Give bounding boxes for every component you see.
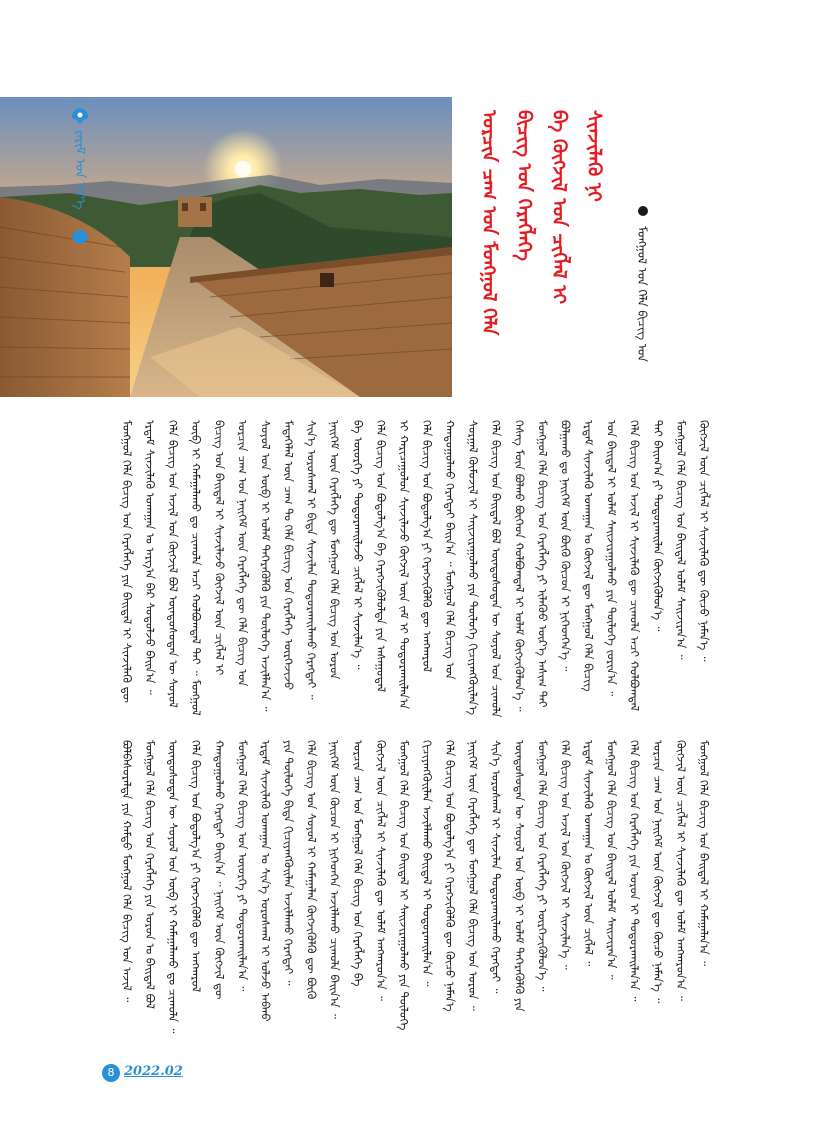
- mongolian-ornament-icon: [66, 106, 94, 128]
- text-column: ᠡᠷᠳᠡᠮ ᠰᠢᠨᠵᠢᠯᠡᠬᠦ ᠤᠬᠠᠭᠠᠨ ᠤ ᠬᠥᠭᠵᠢᠯ ᠳᠦ ᠮᠤᠩᠭᠤᠯ ᠬᠡᠯᠡ ᠪᠢᠴᠢᠭ: [581, 420, 596, 692]
- article-title: [474, 110, 614, 380]
- text-column: ᠥᠪ ᠢ ᠬᠠᠮᠠᠭᠠᠯᠠᠬᠤ ᠳᠤ ᠴᠢᠬᠤᠯᠠ ᠠᠴᠢ ᠬᠣᠯᠪᠣᠭᠳᠠᠯ ᠲᠠᠢ ᠃ ᠮᠤᠩᠭᠤᠯ: [189, 420, 204, 716]
- text-column: ᠮᠤᠩᠭᠤᠯ ᠬᠡᠯᠡ ᠪᠢᠴᠢᠭ ᠤᠨ ᠪᠠᠢᠳᠠᠯ ᠤᠯᠠᠮ ᠰᠠᠢᠵᠢᠷᠠᠨ᠎ᠠ ᠃: [673, 420, 688, 660]
- text-column: ᠦᠨᠳᠦᠰᠦᠲᠡᠨ ᠦ ᠰᠣᠶᠣᠯ ᠤᠨ ᠥᠪ ᠢ ᠤᠯᠠᠮ ᠳᠡᠭᠡᠷᠡᠭᠦᠯᠬᠦ ᠶᠢᠨ: [512, 740, 527, 1012]
- text-column: ᠶᠢᠨ ᠲᠥᠯᠦᠭᠡ ᠪᠢᠳᠡ ᠬᠢᠴᠢᠶᠡᠩᠭᠦᠢᠯᠡᠨ ᠠᠵᠢᠯᠯᠠᠬᠤ ᠬᠡᠷᠡᠭᠲᠡᠢ ᠃: [281, 740, 296, 986]
- text-column: ᠮᠤᠩᠭᠤᠯ ᠬᠡᠯᠡ ᠪᠢᠴᠢᠭ ᠤᠨ ᠬᠡᠷᠡᠭᠯᠡᠭᠡ ᠶᠢ ᠥᠷᠭᠡᠵᠢᠭᠦᠯᠦᠨ᠎ᠡ ᠃: [535, 740, 550, 992]
- text-column: ᠮᠤᠩᠭᠤᠯ ᠬᠡᠯᠡ ᠪᠢᠴᠢᠭ ᠤᠨ ᠪᠠᠢᠳᠠᠯ ᠢ ᠬᠠᠮᠠᠭᠠᠯᠠᠨ᠎ᠠ ᠃: [696, 740, 711, 966]
- text-column: ᠬᠡᠯᠡ ᠪᠢᠴᠢᠭ ᠤᠨ ᠪᠣᠳᠣᠯᠭ᠎ᠠ ᠶᠢ ᠬᠡᠷᠡᠭᠵᠢᠭᠦᠯᠬᠦ ᠳᠦ ᠠᠨᠭᠬᠠᠷᠤᠯ: [189, 740, 204, 993]
- text-column: ᠮᠡᠳᠡᠭᠡᠯᠡᠯ ᠦᠨ ᠴᠠᠭ ᠲᠤ ᠬᠡᠯᠡ ᠪᠢᠴᠢᠭ ᠤᠨ ᠬᠡᠷᠡᠭᠯᠡᠭᠡ ᠥᠷᠭᠡᠵᠢᠵᠦ: [281, 420, 296, 691]
- text-column: ᠨᠡᠢᠭᠡᠮ ᠦᠨ ᠬᠡᠷᠡᠭᠯᠡᠭᠡ ᠳᠦ ᠮᠤᠩᠭᠤᠯ ᠬᠡᠯᠡ ᠪᠢᠴᠢᠭ ᠤᠨ ᠣᠷᠣᠨ: [327, 420, 342, 680]
- text-column: ᠲᠠᠢ ᠪᠠᠢᠭ᠎ᠠ ᠶᠢ ᠲᠣᠳᠣᠷᠬᠠᠢᠯᠠᠨ ᠬᠥᠭᠵᠢᠭᠦᠯᠦᠨ᠎ᠡ ᠃: [650, 420, 665, 632]
- text-column: ᠬᠥᠭᠵᠢᠯ ᠦᠨ ᠴᠢᠭᠯᠡᠯ ᠢ ᠰᠢᠨᠵᠢᠯᠡᠬᠦ ᠳᠦ ᠤᠯᠠᠮ ᠠᠨᠭᠬᠠᠷᠤᠨ᠎ᠠ ᠃: [673, 740, 688, 1001]
- text-column: ᠬᠥᠭᠵᠢᠯ ᠦᠨ ᠴᠢᠭᠯᠡᠯ ᠢ ᠰᠢᠨᠵᠢᠯᠡᠬᠦ ᠳᠦ ᠤᠯᠠᠮ ᠠᠨᠭᠬᠠᠷᠤᠨ᠎ᠠ ᠃: [373, 740, 388, 1001]
- text-column: ᠨᠡᠢᠭᠡᠮ ᠦᠨ ᠬᠦᠴᠦᠨ ᠢ ᠨᠢᠭᠡᠳᠬᠡᠨ ᠠᠵᠢᠯᠯᠠᠬᠤ ᠴᠢᠬᠤᠯᠠ ᠪᠠᠢᠨ᠎ᠠ ᠃: [327, 740, 342, 1019]
- body-text-upper: [118, 420, 718, 720]
- section-tag: [66, 106, 94, 246]
- text-column: ᠮᠤᠩᠭᠤᠯ ᠬᠡᠯᠡ ᠪᠢᠴᠢᠭ ᠤᠨ ᠪᠠᠢᠳᠠᠯ ᠢ ᠰᠠᠢᠵᠢᠷᠠᠭᠤᠯᠬᠤ ᠶᠢᠨ ᠲᠥᠯᠦᠭᠡ: [396, 740, 411, 1031]
- bullet-dot-icon: [638, 206, 648, 216]
- text-column: ᠮᠤᠩᠭᠤᠯ ᠬᠡᠯᠡ ᠪᠢᠴᠢᠭ ᠤᠨ ᠦᠦᠷᠭᠡ ᠶᠢ ᠲᠣᠳᠣᠷᠬᠠᠢᠯᠠᠨ᠎ᠠ ᠃: [235, 740, 250, 992]
- text-column: ᠪᠢᠴᠢᠭ ᠤᠨ ᠪᠠᠢᠳᠠᠯ ᠢ ᠰᠢᠨᠵᠢᠯᠡᠵᠦ ᠬᠥᠭᠵᠢᠯ ᠦᠨ ᠴᠢᠭᠯᠡᠯ ᠢ: [212, 420, 227, 676]
- text-column: ᠬᠥᠭᠵᠢᠯ ᠦᠨ ᠴᠢᠭᠯᠡᠯ ᠢ ᠰᠢᠨᠵᠢᠯᠡᠬᠦ ᠳᠦ ᠬᠦᠴᠦ ᠨᠡᠮᠡᠨ᠎ᠡ ᠃: [696, 420, 711, 662]
- text-column: ᠬᠠᠨᠳᠤᠭᠤᠯᠬᠤ ᠬᠡᠷᠡᠭᠲᠡᠢ ᠪᠠᠢᠨ᠎ᠠ ᠃ ᠨᠡᠢᠭᠡᠮ ᠦᠨ ᠬᠦᠭᠵᠢᠯ ᠳᠦ: [212, 740, 227, 1000]
- text-column: ᠪᠣᠯᠪᠠᠰᠤᠷᠠᠯᠲᠠ ᠶᠢᠨ ᠬᠠᠮᠲᠤ ᠮᠤᠩᠭᠤᠯ ᠬᠡᠯᠡ ᠪᠢᠴᠢᠭ ᠤᠨ ᠠᠵᠢᠯ ᠃: [120, 740, 134, 1003]
- page-footer: [102, 1064, 222, 1086]
- title-line: ᠣᠷᠴᠢᠨ ᠴᠠᠭ ᠤᠨ ᠮᠤᠩᠭᠤᠯ ᠬᠡᠯᠡ: [478, 110, 500, 336]
- text-column: ᠬᠡᠯᠡ ᠪᠢᠴᠢᠭ ᠤᠨ ᠪᠣᠳᠣᠯᠭ᠎ᠠ ᠪᠠ ᠬᠡᠷᠡᠭᠵᠢᠭᠦᠯᠦᠯᠲᠡ ᠶᠢᠨ ᠠᠰᠠᠭᠤᠳᠠᠯ: [373, 420, 388, 693]
- text-column: ᠡᠷᠳᠡᠮ ᠰᠢᠨᠵᠢᠯᠡᠬᠦ ᠤᠬᠠᠭᠠᠨ ᠤ ᠰᠢᠨ᠎ᠡ ᠤᠷᠤᠰᠬᠠᠯ ᠢ ᠣᠯᠵᠤ ᠠᠪᠬᠤ: [258, 740, 273, 1022]
- text-column: ᠨᠡᠢᠭᠡᠮ ᠦᠨ ᠬᠡᠷᠡᠭᠯᠡᠭᠡ ᠳᠦ ᠮᠤᠩᠭᠤᠯ ᠬᠡᠯᠡ ᠪᠢᠴᠢᠭ ᠤᠨ ᠣᠷᠣᠨ ᠃: [466, 740, 481, 1011]
- page-number: 8: [102, 1064, 120, 1082]
- text-column: ᠬᠡᠯᠡ ᠪᠢᠴᠢᠭ ᠤᠨ ᠰᠣᠶᠣᠯ ᠢ ᠬᠠᠮᠠᠭᠠᠯᠠᠨ ᠬᠥᠭᠵᠢᠭᠦᠯᠬᠦ ᠳᠦ ᠪᠦᠬᠦ: [304, 740, 319, 1000]
- title-line: ᠰᠢᠨᠵᠢᠯᠡᠬᠦ ᠨᠢ: [583, 110, 605, 202]
- text-column: ᠪᠣᠯᠭᠠᠬᠤ ᠳᠤ ᠨᠡᠢᠭᠡᠮ ᠦᠨ ᠪᠦᠬᠦ ᠬᠦᠴᠦᠨ ᠢ ᠨᠢᠭᠡᠳᠬᠡᠨ᠎ᠡ ᠃: [558, 420, 573, 672]
- author-name: ᠮᠤᠩᠭᠤᠯ ᠤᠨ ᠬᠡᠯᠡ ᠪᠢᠴᠢᠭ ᠤᠨ: [635, 226, 649, 362]
- text-column: ᠰᠢᠨ᠎ᠡ ᠤᠷᠤᠰᠬᠠᠯ ᠢ ᠪᠢᠳᠡ ᠰᠢᠨᠵᠢᠯᠡᠨ ᠲᠣᠳᠣᠷᠬᠠᠢᠯᠠᠬᠤ ᠬᠡᠷᠡᠭᠲᠡᠢ ᠃: [304, 420, 319, 700]
- text-column: ᠦᠨᠳᠦᠰᠦᠲᠡᠨ ᠦ ᠰᠣᠶᠣᠯ ᠤᠨ ᠥᠪ ᠢ ᠬᠠᠮᠠᠭᠠᠯᠠᠬᠤ ᠳᠤ ᠴᠢᠬᠤᠯᠠ ᠃: [166, 740, 181, 1034]
- text-column: ᠰᠣᠶᠣᠯ ᠤᠨ ᠥᠪ ᠢ ᠤᠯᠠᠮ ᠳᠡᠭᠡᠷᠡᠭᠦᠯᠬᠦ ᠶᠢᠨ ᠲᠥᠯᠦᠭᠡ ᠠᠵᠢᠯᠯᠠᠨ᠎ᠠ ᠃: [258, 420, 273, 712]
- text-column: ᠬᠡᠰᠡᠭ ᠮᠥᠨ ᠪᠣᠯᠬᠤ ᠪᠥᠭᠡᠳ ᠬᠣᠯᠪᠣᠭᠳᠠᠯ ᠢ ᠤᠯᠠᠮ ᠬᠥᠭᠵᠢᠭᠦᠯᠦᠨ᠎ᠡ ᠃: [512, 420, 527, 712]
- title-line: ᠪᠠ ᠬᠥᠭᠵᠢᠯ ᠤᠨ ᠴᠢᠭᠯᠡᠯ ᠢ: [548, 110, 570, 305]
- author-byline: [630, 206, 656, 386]
- text-column: ᠬᠡᠯᠡ ᠪᠢᠴᠢᠭ ᠤᠨ ᠪᠠᠢᠳᠠᠯ ᠪᠣᠯ ᠦᠨᠳᠦᠰᠦᠲᠡᠨ ᠦ ᠰᠣᠶᠣᠯ ᠤᠨ ᠴᠢᠬᠤᠯᠠ: [489, 420, 504, 718]
- text-column: ᠮᠤᠩᠭᠤᠯ ᠬᠡᠯᠡ ᠪᠢᠴᠢᠭ ᠤᠨ ᠬᠡᠷᠡᠭᠯᠡᠭᠡ ᠶᠢᠨ ᠪᠠᠢᠳᠠᠯ ᠢ ᠰᠢᠨᠵᠢᠯᠡᠬᠦ ᠳᠦ: [120, 420, 134, 703]
- text-column: ᠮᠤᠩᠭᠤᠯ ᠬᠡᠯᠡ ᠪᠢᠴᠢᠭ ᠤᠨ ᠬᠡᠷᠡᠭᠯᠡᠭᠡ ᠶᠢᠨ ᠣᠷᠣᠨ ᠤ ᠪᠠᠢᠳᠠᠯ ᠪᠣᠯ: [143, 740, 158, 1009]
- text-column: ᠮᠤᠩᠭᠤᠯ ᠬᠡᠯᠡ ᠪᠢᠴᠢᠭ ᠤᠨ ᠬᠡᠷᠡᠭᠯᠡᠭᠡ ᠶᠢ ᠢᠯᠡᠭᠦᠦ ᠦᠷ᠎ᠡ ᠠᠰᠢᠭ ᠲᠠᠢ: [535, 420, 550, 708]
- text-column: ᠣᠷᠴᠢᠨ ᠴᠠᠭ ᠤᠨ ᠮᠤᠩᠭᠤᠯ ᠬᠡᠯᠡ ᠪᠢᠴᠢᠭ ᠤᠨ ᠬᠡᠷᠡᠭᠯᠡᠭᠡ ᠪᠠ: [350, 740, 365, 987]
- text-column: ᠬᠠᠨᠳᠤᠭᠤᠯᠬᠤ ᠬᠡᠷᠡᠭᠲᠡᠢ ᠪᠠᠢᠨ᠎ᠠ ᠃ ᠮᠤᠩᠭᠤᠯ ᠬᠡᠯᠡ ᠪᠢᠴᠢᠭ ᠤᠨ: [443, 420, 458, 680]
- text-column: ᠬᠡᠯᠡ ᠪᠢᠴᠢᠭ ᠤᠨ ᠪᠣᠳᠣᠯᠭ᠎ᠠ ᠶᠢ ᠬᠡᠷᠡᠭᠵᠢᠭᠦᠯᠬᠦ ᠳᠦ ᠠᠨᠭᠬᠠᠷᠤᠯ: [420, 420, 434, 673]
- text-column: ᠬᠡᠯᠡ ᠪᠢᠴᠢᠭ ᠤᠨ ᠬᠡᠷᠡᠭᠯᠡᠭᠡ ᠶᠢᠨ ᠣᠷᠣᠨ ᠢ ᠲᠣᠳᠣᠷᠬᠠᠢᠯᠠᠨ᠎ᠠ ᠃: [627, 740, 642, 1002]
- text-column: ᠡᠷᠳᠡᠮ ᠰᠢᠨᠵᠢᠯᠡᠬᠦ ᠤᠬᠠᠭᠠᠨ ᠤ ᠠᠷᠭ᠎ᠠ ᠪᠠᠷ ᠰᠤᠳᠤᠯᠵᠤ ᠪᠠᠢᠨ᠎ᠠ ᠃: [143, 420, 158, 695]
- text-column: ᠮᠤᠩᠭᠤᠯ ᠬᠡᠯᠡ ᠪᠢᠴᠢᠭ ᠤᠨ ᠪᠠᠢᠳᠠᠯ ᠤᠯᠠᠮ ᠰᠠᠢᠵᠢᠷᠠᠨ᠎ᠠ ᠃: [604, 740, 619, 980]
- text-column: ᠬᠡᠯᠡ ᠪᠢᠴᠢᠭ ᠤᠨ ᠠᠵᠢᠯ ᠢ ᠰᠢᠨᠵᠢᠯᠡᠬᠦ ᠳᠦ ᠴᠢᠬᠤᠯᠠ ᠠᠴᠢ ᠬᠣᠯᠪᠣᠭᠳᠠᠯ: [627, 420, 642, 712]
- text-column: ᠢ ᠬᠠᠷᠢᠴᠠᠭᠤᠯᠤᠨ ᠰᠢᠨᠵᠢᠯᠡᠵᠦ ᠬᠥᠭᠵᠢᠯ ᠦᠨ ᠵᠠᠮ ᠢ ᠲᠣᠳᠣᠷᠬᠠᠢᠯᠠᠨ᠎ᠠ: [396, 420, 411, 710]
- text-column: ᠰᠢᠨ᠎ᠡ ᠤᠷᠤᠰᠬᠠᠯ ᠢ ᠰᠢᠨᠵᠢᠯᠡᠨ ᠲᠣᠳᠣᠷᠬᠠᠢᠯᠠᠬᠤ ᠬᠡᠷᠡᠭᠲᠡᠢ ᠃: [489, 740, 504, 994]
- mongolian-ornament-icon: [66, 226, 94, 246]
- title-line: ᠪᠢᠴᠢᠭ ᠤᠨ ᠬᠡᠷᠡᠭᠯᠡᠭᠡ: [513, 110, 535, 261]
- text-column: ᠬᠢᠴᠢᠶᠡᠩᠭᠦᠢᠯᠡᠨ ᠠᠵᠢᠯᠯᠠᠬᠤ ᠪᠠᠢᠳᠠᠯ ᠢ ᠲᠣᠳᠣᠷᠬᠠᠢᠯᠠᠨ᠎ᠠ ᠃: [420, 740, 434, 987]
- text-column: ᠣᠷᠴᠢᠨ ᠴᠠᠭ ᠤᠨ ᠨᠡᠢᠭᠡᠮ ᠦᠨ ᠬᠥᠭᠵᠢᠯ ᠳᠦ ᠬᠦᠴᠦ ᠨᠡᠮᠡᠨ᠎ᠡ ᠃: [650, 740, 665, 1004]
- text-column: ᠤᠨ ᠪᠠᠢᠳᠠᠯ ᠢ ᠤᠯᠠᠮ ᠰᠠᠢᠵᠢᠷᠠᠭᠤᠯᠬᠤ ᠶᠢᠨ ᠲᠥᠯᠦᠭᠡ ᠵᠣᠷᠢᠨ᠎ᠠ ᠃: [604, 420, 619, 697]
- section-tag-text: ᠶᠠᠷᠢᠮ ᠤᠨ ᠨᠡᠷ᠎ᠡ: [72, 130, 87, 210]
- text-column: ᠣᠷᠴᠢᠨ ᠴᠠᠭ ᠤᠨ ᠨᠡᠢᠭᠡᠮ ᠦᠨ ᠬᠡᠷᠡᠭᠯᠡᠭᠡ ᠳᠦ ᠬᠡᠯᠡ ᠪᠢᠴᠢᠭ ᠤᠨ: [235, 420, 250, 687]
- body-text-lower: [118, 740, 718, 1050]
- text-column: ᠰᠤᠷᠭᠠᠯ ᠬᠦᠮᠦᠵᠢᠯ ᠢ ᠰᠠᠢᠵᠢᠷᠠᠭᠤᠯᠬᠤ ᠶᠢᠨ ᠲᠥᠯᠦᠭᠡ ᠬᠢᠴᠢᠶᠡᠩᠭᠦᠢᠯᠡᠨ᠎ᠡ: [466, 420, 481, 715]
- text-column: ᠬᠡᠯᠡ ᠪᠢᠴᠢᠭ ᠤᠨ ᠪᠣᠳᠣᠯᠭ᠎ᠠ ᠶᠢ ᠬᠡᠷᠡᠭᠵᠢᠭᠦᠯᠬᠦ ᠳᠦ ᠬᠦᠴᠦ ᠨᠡᠮᠡᠨ᠎ᠡ: [443, 740, 458, 1012]
- text-column: ᠪᠠ ᠦᠦᠷᠭᠡ ᠶᠢ ᠲᠣᠳᠣᠷᠬᠠᠢᠯᠠᠵᠤ ᠴᠢᠭᠯᠡᠯ ᠢ ᠰᠢᠨᠵᠢᠯᠡᠨ᠎ᠡ ᠃: [350, 420, 365, 670]
- text-column: ᠬᠡᠯᠡ ᠪᠢᠴᠢᠭ ᠤᠨ ᠠᠵᠢᠯ ᠤᠨ ᠬᠥᠭᠵᠢᠯ ᠪᠣᠯ ᠦᠨᠳᠦᠰᠦᠲᠡᠨ ᠦ ᠰᠣᠶᠣᠯ: [166, 420, 181, 708]
- text-column: ᠬᠡᠯᠡ ᠪᠢᠴᠢᠭ ᠤᠨ ᠠᠵᠢᠯ ᠤᠨ ᠬᠥᠭᠵᠢᠯ ᠢ ᠰᠢᠨᠵᠢᠯᠡᠨ᠎ᠡ ᠃: [558, 740, 573, 970]
- issue-number: 2022.02: [124, 1064, 183, 1079]
- text-column: ᠡᠷᠳᠡᠮ ᠰᠢᠨᠵᠢᠯᠡᠬᠦ ᠤᠬᠠᠭᠠᠨ ᠤ ᠬᠥᠭᠵᠢᠯ ᠦᠨ ᠴᠢᠭᠯᠡᠯ ᠃: [581, 740, 596, 967]
